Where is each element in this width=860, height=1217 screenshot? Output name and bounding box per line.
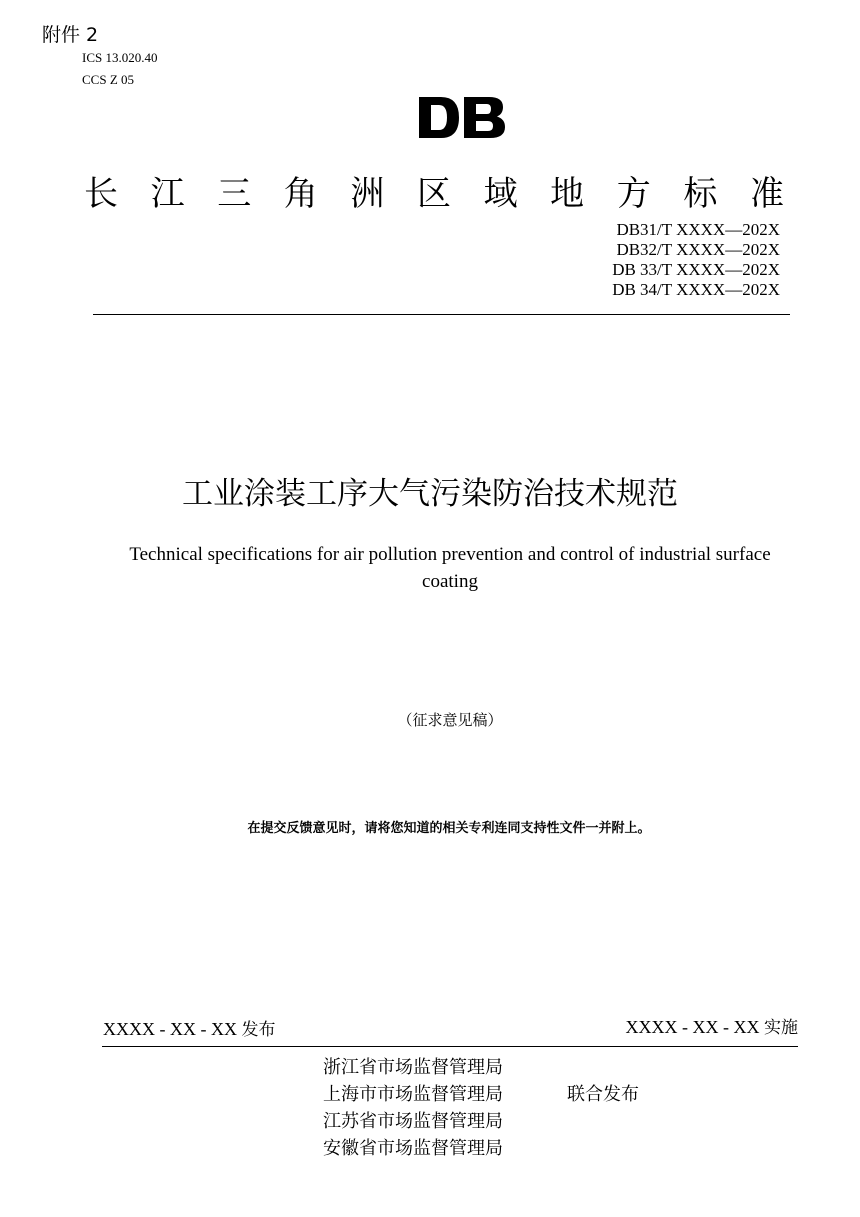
db-logo-mark: [417, 96, 507, 139]
issue-date-suffix: 发布: [241, 1020, 276, 1040]
standard-type-char: 准: [749, 174, 784, 214]
impl-date-suffix: 实施: [764, 1018, 798, 1038]
standard-type-char: 角: [283, 174, 318, 214]
standard-type-char: 长: [84, 174, 118, 214]
impl-date-value: XXXX - XX - XX: [625, 1017, 760, 1037]
bottom-divider: [102, 1046, 798, 1047]
patent-notice: 在提交反馈意见时，请将您知道的相关专利连同支持性文件一并附上。: [247, 821, 651, 836]
implementation-date: [626, 1013, 798, 1038]
issuing-authorities: [323, 1054, 503, 1162]
issuer: 江苏省市场监督管理局: [323, 1111, 503, 1132]
ccs-code: CCS Z 05: [82, 72, 135, 87]
standard-type-char: 洲: [350, 174, 385, 214]
issue-date: [103, 1015, 275, 1040]
standard-type-char: 三: [217, 174, 252, 214]
issuer: 安徽省市场监督管理局: [323, 1138, 503, 1159]
issuer: 浙江省市场监督管理局: [323, 1057, 503, 1078]
standard-code: DB32/T XXXX—202X: [616, 240, 780, 259]
standard-type-char: 方: [616, 174, 651, 214]
standard-type-heading: [84, 166, 784, 215]
ics-code: ICS 13.020.40: [82, 50, 158, 65]
draft-label: （征求意见稿）: [397, 711, 503, 729]
standard-code: DB 34/T XXXX—202X: [612, 280, 780, 299]
standard-code: DB31/T XXXX—202X: [616, 220, 780, 239]
standard-type-char: 标: [683, 174, 718, 214]
standard-codes: [612, 220, 780, 300]
document-title-cn: 工业涂装工序大气污染防治技术规范: [182, 476, 678, 512]
title-en-line: coating: [422, 571, 478, 592]
attachment-label: 附件 2: [42, 24, 99, 46]
issue-date-value: XXXX - XX - XX: [103, 1019, 237, 1039]
standard-type-char: 域: [483, 174, 518, 214]
document-title-en: [100, 541, 800, 595]
issuer: 上海市市场监督管理局: [323, 1084, 503, 1105]
standard-code: DB 33/T XXXX—202X: [612, 260, 780, 279]
db-logo: [417, 96, 507, 139]
title-en-line: Technical specifications for air pollution prevention and control of industrial surface: [129, 544, 771, 565]
standard-type-char: 江: [150, 174, 185, 214]
joint-issue-label: 联合发布: [567, 1084, 639, 1105]
top-divider: [93, 314, 790, 315]
standard-type-char: 地: [550, 174, 585, 214]
standard-type-char: 区: [416, 174, 451, 214]
